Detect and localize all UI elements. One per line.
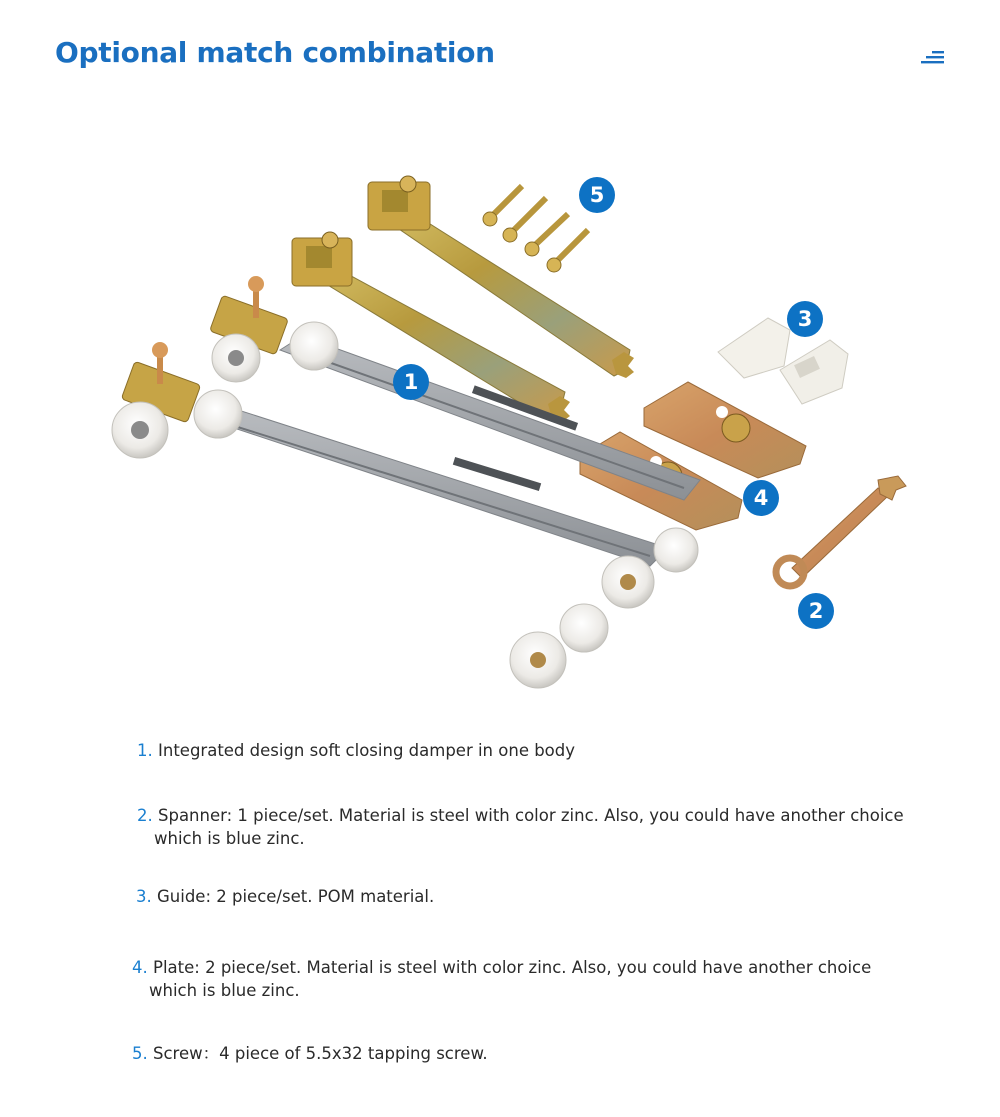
item-number: 3. <box>136 887 152 906</box>
item-text: Spanner: 1 piece/set. Material is steel with color zinc. Also, you could have another choice <box>158 806 904 825</box>
page-title: Optional match combination <box>55 36 495 69</box>
spanner <box>776 476 906 586</box>
item-number: 2. <box>137 806 153 825</box>
item-text-continued: which is blue zinc. <box>154 829 305 848</box>
list-item <box>132 956 871 1002</box>
item-text: Screw：4 piece of 5.5x32 tapping screw. <box>153 1044 488 1063</box>
list-item <box>136 885 434 908</box>
item-number: 4. <box>132 958 148 977</box>
item-text: Integrated design soft closing damper in one body <box>158 741 576 760</box>
product-photo <box>0 160 1000 720</box>
badge-5: 5 <box>579 177 615 213</box>
badge-3: 3 <box>787 301 823 337</box>
badge-1: 1 <box>393 364 429 400</box>
badge-4: 4 <box>743 480 779 516</box>
item-text: Plate: 2 piece/set. Material is steel with color zinc. Also, you could have another choice <box>153 958 872 977</box>
screws <box>483 186 588 272</box>
menu-lines-icon[interactable] <box>918 50 946 68</box>
item-number: 5. <box>132 1044 148 1063</box>
badge-2: 2 <box>798 593 834 629</box>
bracket-arms <box>292 176 634 422</box>
list-item <box>137 739 575 762</box>
list-item <box>132 1042 488 1065</box>
item-number: 1. <box>137 741 153 760</box>
item-text-continued: which is blue zinc. <box>149 981 300 1000</box>
guides <box>718 318 848 404</box>
list-item <box>137 804 904 850</box>
item-text: Guide: 2 piece/set. POM material. <box>157 887 435 906</box>
